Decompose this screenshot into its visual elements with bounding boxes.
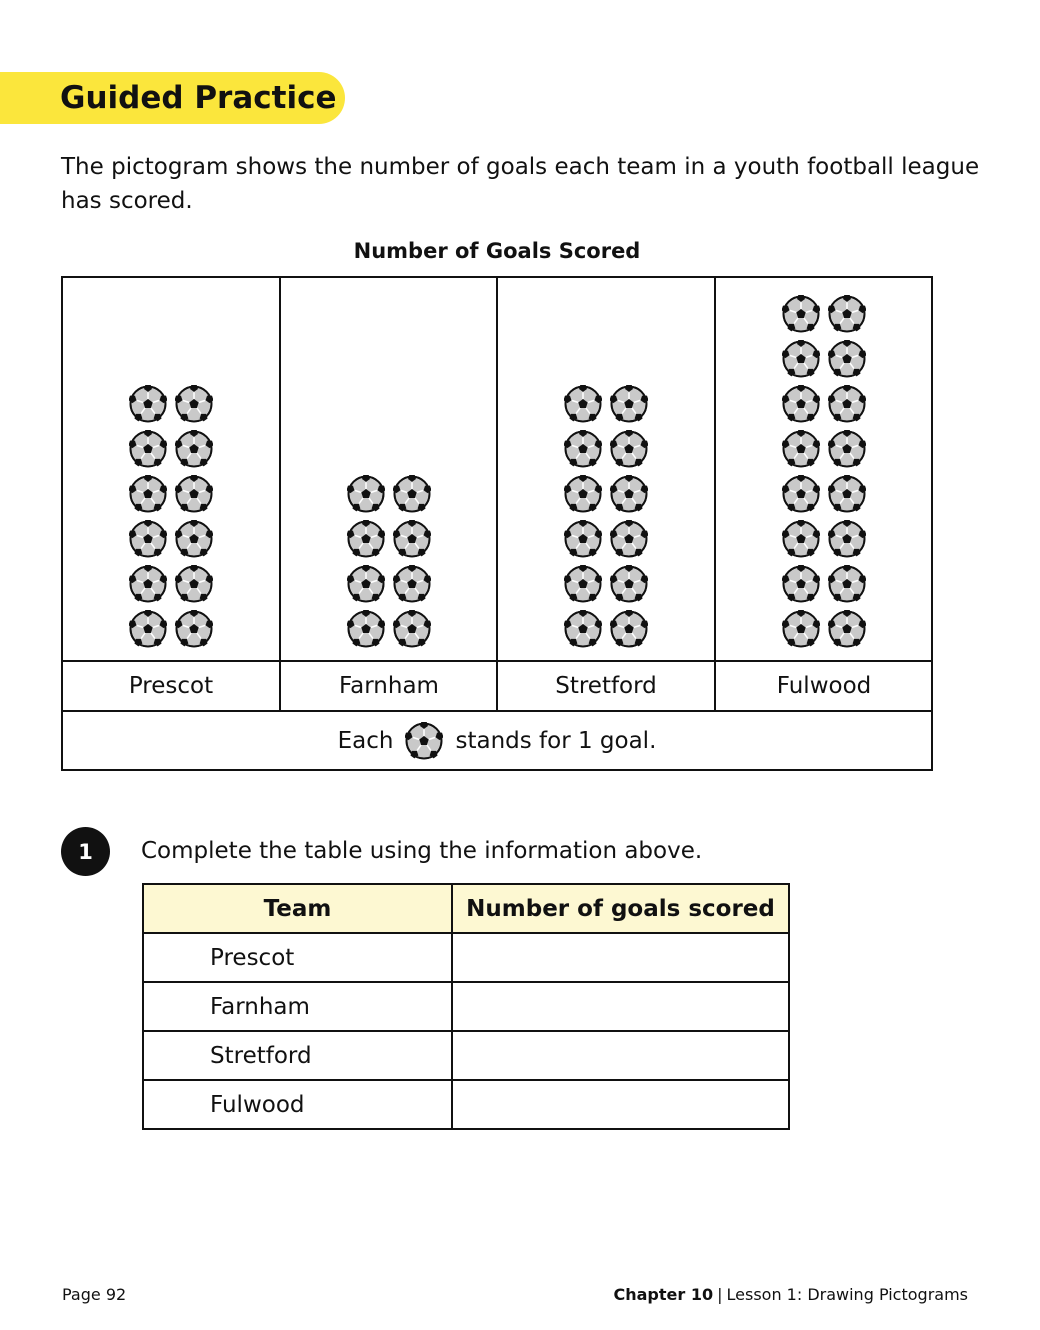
soccer-ball-icon (782, 295, 820, 333)
intro-text: The pictogram shows the number of goals each team in a youth football league has scored. (61, 154, 980, 214)
pictogram-row (347, 610, 431, 648)
category-label: Farnham (339, 673, 439, 699)
goals-answer-cell[interactable] (452, 1031, 789, 1080)
pictogram-row (347, 520, 431, 558)
goals-answer-cell[interactable] (452, 1080, 789, 1129)
soccer-ball-icon (129, 430, 167, 468)
pictogram-row (564, 430, 648, 468)
soccer-ball-icon (610, 475, 648, 513)
team-cell: Stretford (143, 1031, 452, 1080)
soccer-ball-icon (175, 430, 213, 468)
soccer-ball-icon (610, 430, 648, 468)
soccer-ball-icon (405, 722, 443, 760)
pictogram (61, 276, 933, 771)
soccer-ball-icon (129, 565, 167, 603)
soccer-ball-icon (564, 475, 602, 513)
category-label: Prescot (128, 673, 214, 699)
team-cell: Farnham (143, 982, 452, 1031)
pictogram-row (564, 475, 648, 513)
soccer-ball-icon (828, 475, 866, 513)
page-number: Page 92 (62, 1285, 127, 1304)
row-divider (63, 710, 931, 712)
pictogram-row (782, 475, 866, 513)
pictogram-column-fulwood (716, 278, 932, 660)
soccer-ball-icon (347, 610, 385, 648)
pictogram-title: Number of Goals Scored (353, 239, 641, 263)
soccer-ball-icon (828, 565, 866, 603)
pictogram-row (782, 340, 866, 378)
soccer-ball-icon (828, 520, 866, 558)
soccer-ball-icon (564, 520, 602, 558)
pictogram-row (347, 565, 431, 603)
table-row (143, 1080, 789, 1129)
footer-separator: | (717, 1285, 723, 1304)
table-row (143, 982, 789, 1031)
soccer-ball-icon (129, 520, 167, 558)
footer-chapter-lesson (614, 1285, 969, 1304)
soccer-ball-icon (782, 520, 820, 558)
table-row (143, 933, 789, 982)
pictogram-row (129, 565, 213, 603)
pictogram-row (564, 610, 648, 648)
soccer-ball-icon (175, 610, 213, 648)
pictogram-column-stretford (498, 278, 714, 660)
team-cell: Fulwood (143, 1080, 452, 1129)
table-header-row (143, 884, 789, 933)
question-number-badge: 1 (61, 827, 110, 876)
header-goals: Number of goals scored (452, 884, 789, 933)
soccer-ball-icon (175, 475, 213, 513)
pictogram-row (782, 520, 866, 558)
category-label: Stretford (555, 673, 657, 699)
pictogram-row (129, 430, 213, 468)
soccer-ball-icon (129, 385, 167, 423)
pictogram-row (782, 295, 866, 333)
footer-lesson: Lesson 1: Drawing Pictograms (726, 1285, 968, 1304)
soccer-ball-icon (782, 430, 820, 468)
goals-answer-cell[interactable] (452, 933, 789, 982)
table-row (143, 1031, 789, 1080)
pictogram-row (564, 520, 648, 558)
soccer-ball-icon (828, 340, 866, 378)
soccer-ball-icon (564, 430, 602, 468)
soccer-ball-icon (610, 520, 648, 558)
pictogram-row (129, 475, 213, 513)
pictogram-column-prescot (63, 278, 279, 660)
soccer-ball-icon (610, 565, 648, 603)
soccer-ball-icon (782, 475, 820, 513)
soccer-ball-icon (393, 520, 431, 558)
soccer-ball-icon (828, 610, 866, 648)
soccer-ball-icon (782, 610, 820, 648)
soccer-ball-icon (782, 385, 820, 423)
pictogram-row (129, 385, 213, 423)
pictogram-row (782, 610, 866, 648)
soccer-ball-icon (129, 610, 167, 648)
soccer-ball-icon (393, 475, 431, 513)
team-cell: Prescot (143, 933, 452, 982)
soccer-ball-icon (347, 520, 385, 558)
soccer-ball-icon (564, 610, 602, 648)
key-prefix: Each (337, 728, 394, 754)
soccer-ball-icon (347, 475, 385, 513)
pictogram-key (63, 713, 931, 769)
soccer-ball-icon (782, 565, 820, 603)
soccer-ball-icon (347, 565, 385, 603)
pictogram-row (129, 610, 213, 648)
soccer-ball-icon (564, 565, 602, 603)
pictogram-row (782, 385, 866, 423)
pictogram-row (564, 565, 648, 603)
question-text: Complete the table using the information above. (141, 838, 703, 864)
pictogram-row (782, 565, 866, 603)
soccer-ball-icon (610, 385, 648, 423)
header-team: Team (143, 884, 452, 933)
soccer-ball-icon (393, 610, 431, 648)
soccer-ball-icon (828, 430, 866, 468)
soccer-ball-icon (175, 385, 213, 423)
category-label: Fulwood (776, 673, 872, 699)
pictogram-row (129, 520, 213, 558)
key-suffix: stands for 1 goal. (455, 728, 657, 754)
soccer-ball-icon (175, 565, 213, 603)
soccer-ball-icon (564, 385, 602, 423)
pictogram-column-farnham (281, 278, 497, 660)
soccer-ball-icon (782, 340, 820, 378)
section-title: Guided Practice (60, 80, 337, 116)
soccer-ball-icon (610, 610, 648, 648)
soccer-ball-icon (175, 520, 213, 558)
soccer-ball-icon (828, 385, 866, 423)
footer-chapter: Chapter 10 (613, 1285, 714, 1304)
pictogram-row (347, 475, 431, 513)
soccer-ball-icon (129, 475, 167, 513)
pictogram-row (782, 430, 866, 468)
goals-answer-cell[interactable] (452, 982, 789, 1031)
soccer-ball-icon (393, 565, 431, 603)
answer-table (142, 883, 790, 1130)
soccer-ball-icon (828, 295, 866, 333)
pictogram-row (564, 385, 648, 423)
